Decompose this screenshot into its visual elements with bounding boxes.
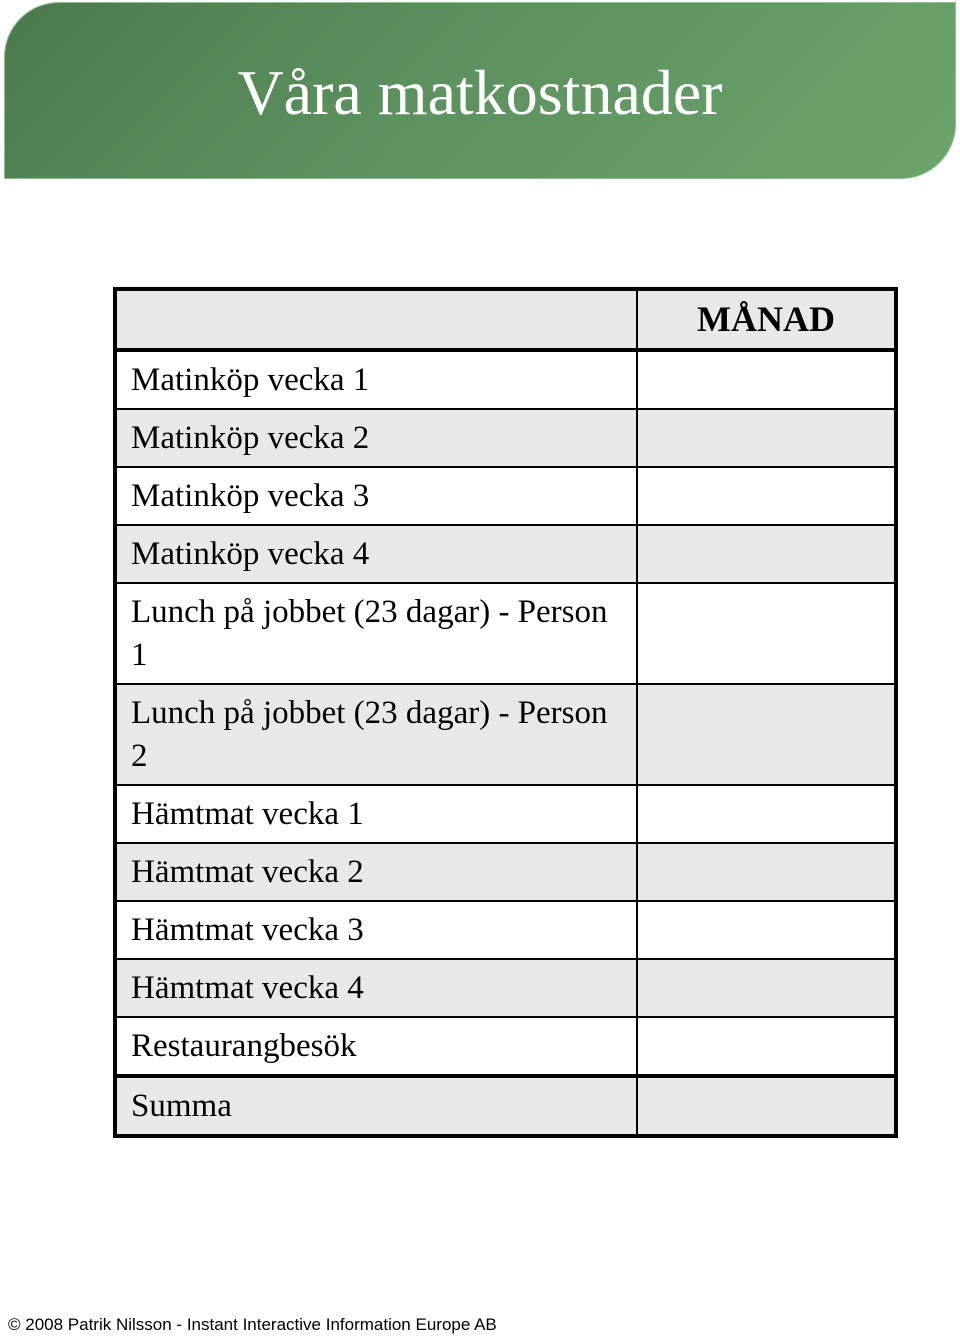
month-value-cell[interactable] xyxy=(637,525,896,583)
food-cost-table xyxy=(113,287,898,1138)
row-label: Lunch på jobbet (23 dagar) - Person 1 xyxy=(115,583,637,684)
row-label: Matinköp vecka 1 xyxy=(115,350,637,409)
month-value-cell[interactable] xyxy=(637,959,896,1017)
month-value-cell[interactable] xyxy=(637,1017,896,1076)
month-value-cell[interactable] xyxy=(637,409,896,467)
row-label: Matinköp vecka 2 xyxy=(115,409,637,467)
row-label: Matinköp vecka 4 xyxy=(115,525,637,583)
row-label: Lunch på jobbet (23 dagar) - Person 2 xyxy=(115,684,637,785)
header-label-cell xyxy=(115,289,637,350)
row-label: Hämtmat vecka 1 xyxy=(115,785,637,843)
copyright-footer: © 2008 Patrik Nilsson - Instant Interactive Information Europe AB xyxy=(8,1315,497,1334)
month-value-cell[interactable] xyxy=(637,684,896,785)
month-value-cell[interactable] xyxy=(637,467,896,525)
sum-label: Summa xyxy=(115,1076,637,1136)
page-title: Våra matkostnader xyxy=(237,57,723,128)
table-row xyxy=(115,785,896,843)
table-row xyxy=(115,684,896,785)
month-value-cell[interactable] xyxy=(637,583,896,684)
row-label: Hämtmat vecka 4 xyxy=(115,959,637,1017)
row-label: Hämtmat vecka 3 xyxy=(115,901,637,959)
table-row xyxy=(115,350,896,409)
table-row xyxy=(115,901,896,959)
table-row xyxy=(115,1017,896,1076)
table-row xyxy=(115,843,896,901)
table-header-row xyxy=(115,289,896,350)
table-row xyxy=(115,467,896,525)
row-label: Hämtmat vecka 2 xyxy=(115,843,637,901)
month-value-cell[interactable] xyxy=(637,901,896,959)
row-label: Matinköp vecka 3 xyxy=(115,467,637,525)
month-value-cell[interactable] xyxy=(637,785,896,843)
month-value-cell[interactable] xyxy=(637,350,896,409)
sum-value-cell[interactable] xyxy=(637,1076,896,1136)
row-label: Restaurangbesök xyxy=(115,1017,637,1076)
table-row xyxy=(115,409,896,467)
table-row xyxy=(115,525,896,583)
table-row xyxy=(115,583,896,684)
month-value-cell[interactable] xyxy=(637,843,896,901)
table-row xyxy=(115,959,896,1017)
month-column-header: MÅNAD xyxy=(637,289,896,350)
sum-row xyxy=(115,1076,896,1136)
title-banner xyxy=(4,2,956,179)
